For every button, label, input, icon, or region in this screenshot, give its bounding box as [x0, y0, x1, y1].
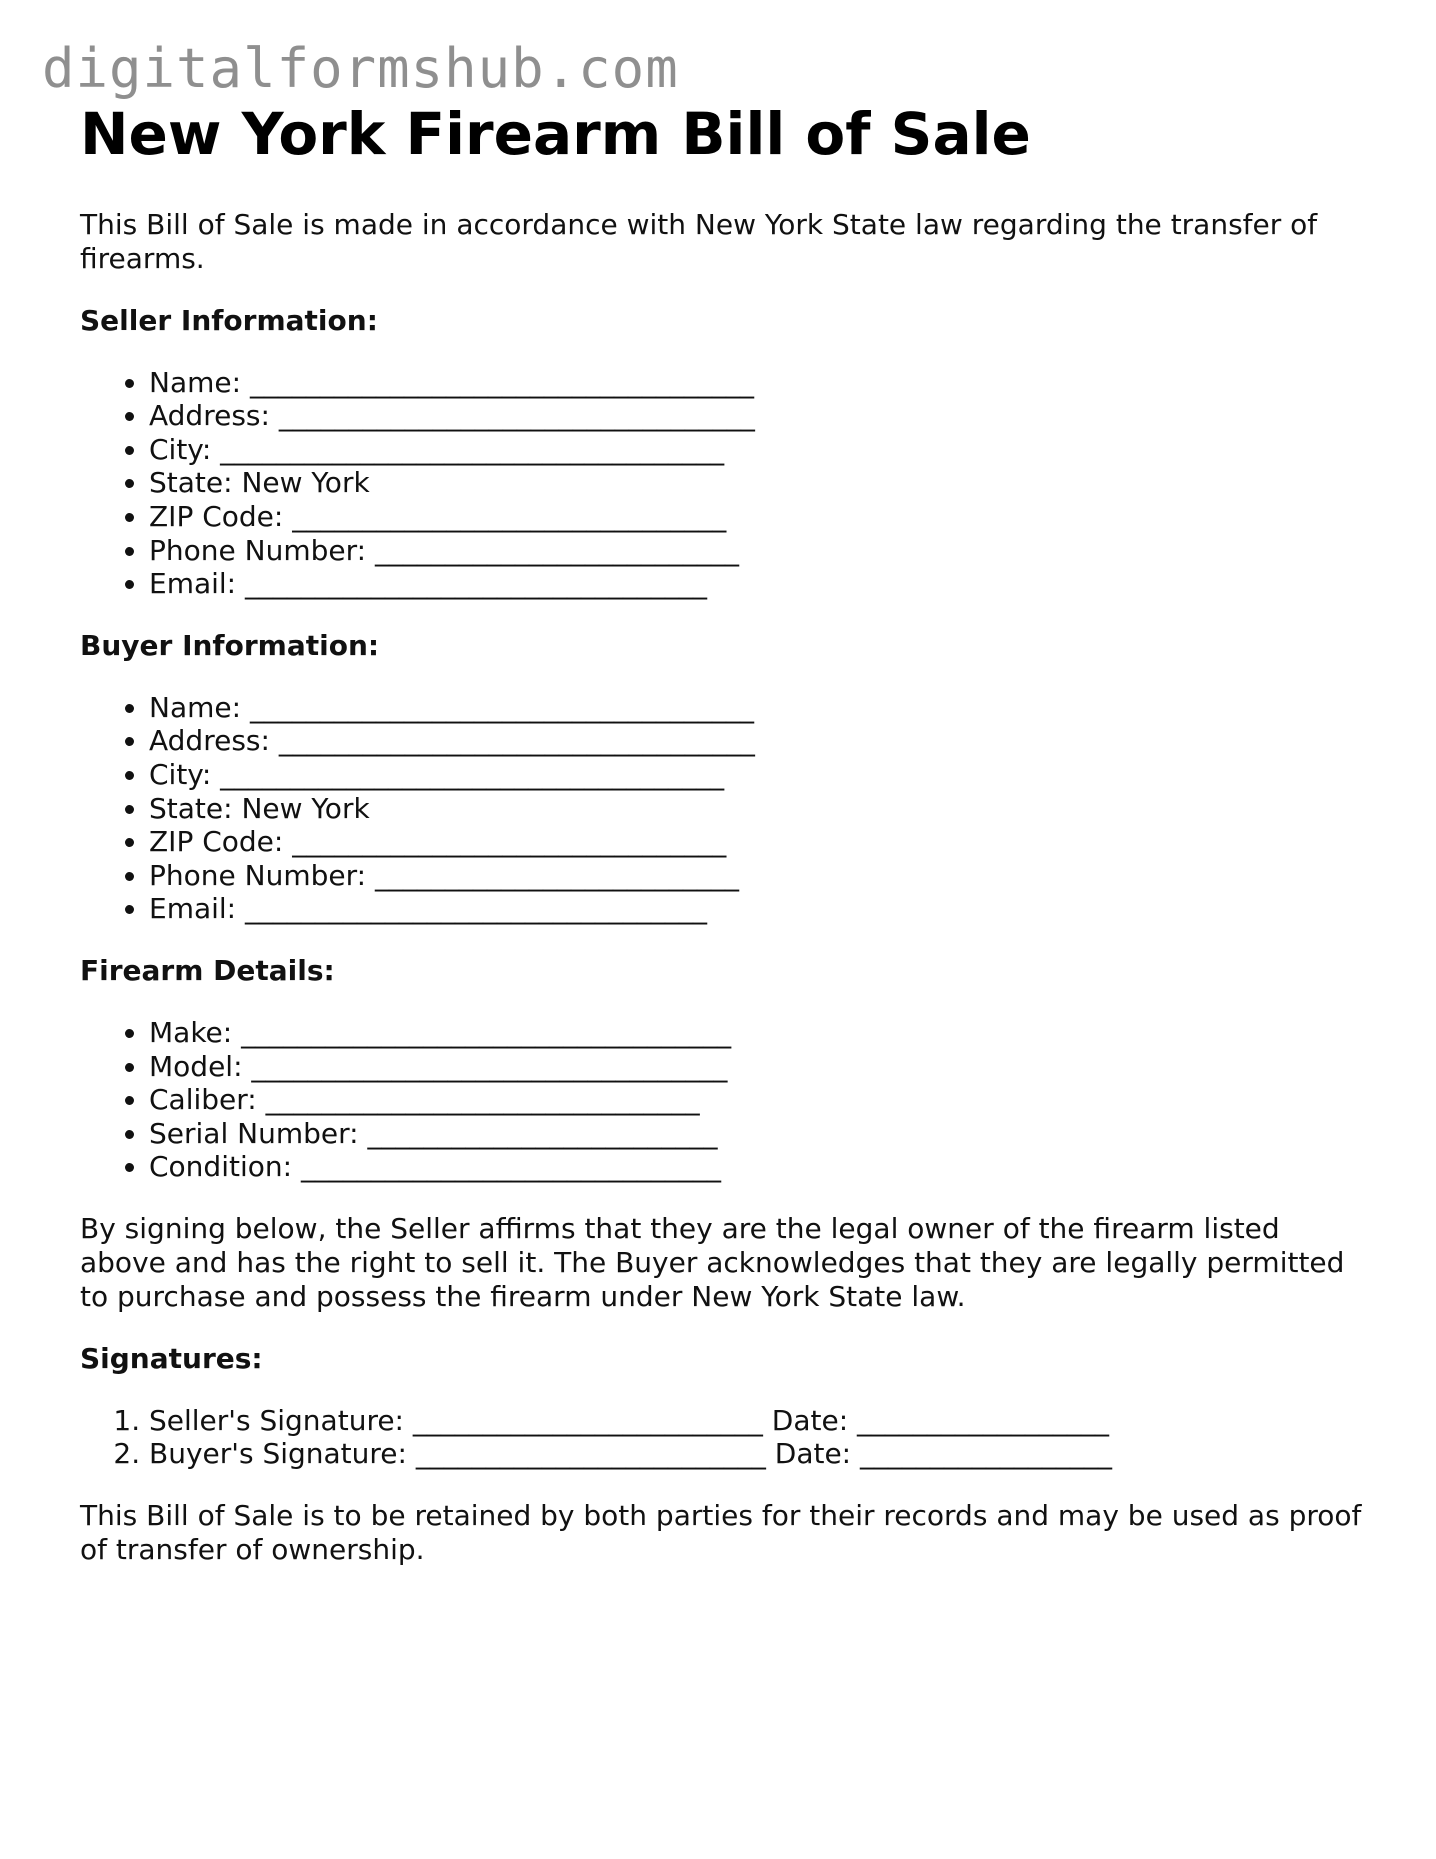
seller-state-field: • State: New York — [149, 466, 1370, 500]
seller-signature-line[interactable]: 1. Seller's Signature: _________________________ Date: __________________ — [149, 1404, 1370, 1438]
buyer-section-heading: Buyer Information: — [80, 628, 380, 662]
seller-email-field[interactable]: • Email: _________________________________ — [149, 567, 1370, 601]
buyer-phone-field[interactable]: • Phone Number: __________________________ — [149, 859, 1370, 893]
firearm-condition-field[interactable]: • Condition: ______________________________ — [149, 1150, 1370, 1184]
firearm-caliber-field[interactable]: • Caliber: _______________________________ — [149, 1083, 1370, 1117]
seller-phone-field[interactable]: • Phone Number: __________________________ — [149, 534, 1370, 568]
document-page — [80, 100, 1370, 1595]
buyer-state-field: • State: New York — [149, 792, 1370, 826]
buyer-signature-line[interactable]: 2. Buyer's Signature: _________________________ Date: __________________ — [149, 1437, 1370, 1471]
seller-section-heading: Seller Information: — [80, 303, 378, 337]
firearm-section-heading: Firearm Details: — [80, 953, 335, 987]
buyer-zip-field[interactable]: • ZIP Code: _______________________________ — [149, 825, 1370, 859]
firearm-make-field[interactable]: • Make: ___________________________________ — [149, 1016, 1370, 1050]
buyer-field-list — [80, 691, 1370, 926]
buyer-city-field[interactable]: • City: ____________________________________ — [149, 758, 1370, 792]
signature-list — [80, 1404, 1370, 1471]
page-title: New York Firearm Bill of Sale — [80, 100, 1031, 168]
signatures-section-heading: Signatures: — [80, 1341, 263, 1375]
buyer-email-field[interactable]: • Email: _________________________________ — [149, 892, 1370, 926]
firearm-field-list — [80, 1016, 1370, 1184]
watermark: digitalformshub.com — [42, 37, 679, 100]
seller-zip-field[interactable]: • ZIP Code: _______________________________ — [149, 500, 1370, 534]
seller-name-field[interactable]: • Name: ____________________________________ — [149, 366, 1370, 400]
buyer-name-field[interactable]: • Name: ____________________________________ — [149, 691, 1370, 725]
firearm-serial-field[interactable]: • Serial Number: _________________________ — [149, 1117, 1370, 1151]
closing-paragraph: This Bill of Sale is to be retained by both parties for their records and may be used as proof of transfer of ownership. — [80, 1499, 1362, 1567]
buyer-address-field[interactable]: • Address: __________________________________ — [149, 724, 1370, 758]
affirmation-paragraph: By signing below, the Seller affirms that they are the legal owner of the firearm listed above and has the right to sell it. The Buyer acknowledges that they are legally permitted to purchase and possess the firearm under New York State law. — [80, 1211, 1345, 1313]
seller-city-field[interactable]: • City: ____________________________________ — [149, 433, 1370, 467]
firearm-model-field[interactable]: • Model: __________________________________ — [149, 1050, 1370, 1084]
seller-address-field[interactable]: • Address: __________________________________ — [149, 399, 1370, 433]
seller-field-list — [80, 366, 1370, 601]
intro-paragraph: This Bill of Sale is made in accordance with New York State law regarding the transfer of firearms. — [80, 207, 1318, 275]
